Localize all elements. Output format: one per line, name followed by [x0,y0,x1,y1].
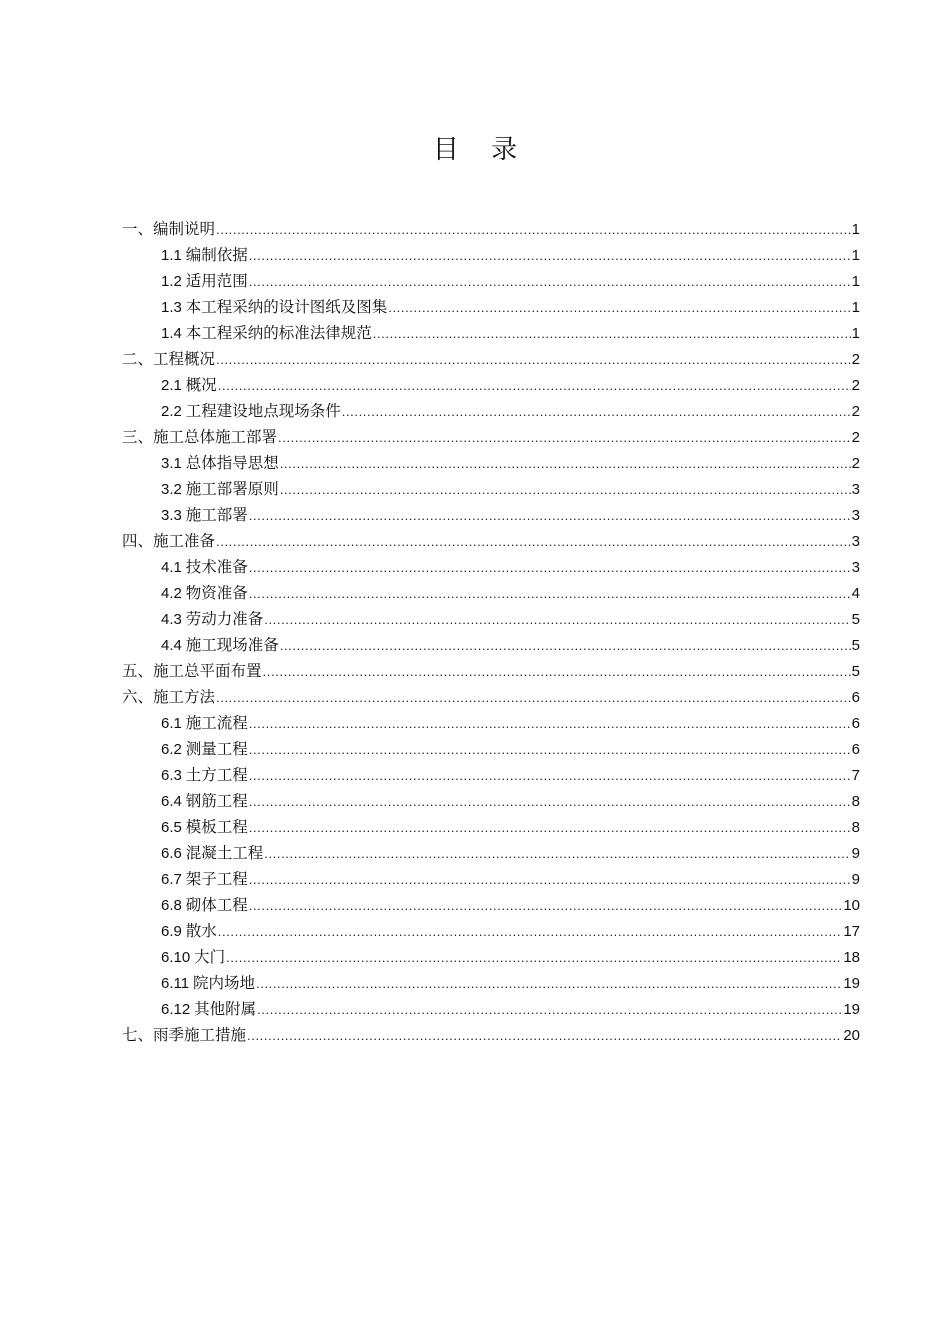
dot-leader [218,373,851,399]
dot-leader [249,269,851,295]
toc-page-number: 9 [851,845,860,862]
dot-leader [264,607,850,633]
toc-entry-text: 六、施工方法 [122,689,216,706]
dot-leader [216,217,851,243]
toc-entry-label [122,217,215,243]
toc-entry-text: 物资准备 [185,585,248,602]
toc-section-entry[interactable] [122,997,860,1023]
toc-section-entry[interactable] [122,893,860,919]
toc-entry-label [161,763,248,789]
toc-entry-text: 院内场地 [192,975,255,992]
toc-section-number: 1.4 [161,325,182,342]
toc-page-number: 3 [851,559,860,576]
toc-section-number: 2.1 [161,377,182,394]
toc-entry-label [161,919,217,945]
toc-page-number: 19 [843,1001,860,1018]
toc-entry-text: 施工流程 [185,715,248,732]
toc-section-number: 4.3 [161,611,182,628]
toc-page-number: 5 [851,637,860,654]
toc-entry-text: 七、雨季施工措施 [122,1027,247,1044]
dot-leader [249,815,851,841]
dot-leader [280,633,851,659]
toc-section-entry[interactable] [122,919,860,945]
toc-entry-label [122,659,262,685]
dot-leader [249,867,851,893]
toc-entry-text: 本工程采纳的设计图纸及图集 [185,299,388,316]
toc-chapter-entry[interactable] [122,685,860,711]
toc-entry-label [161,971,255,997]
toc-entry-label [161,321,372,347]
dot-leader [373,321,851,347]
toc-page-number: 5 [851,611,860,628]
toc-page-number: 20 [843,1027,860,1044]
toc-chapter-entry[interactable] [122,425,860,451]
toc-entry-label [161,607,263,633]
toc-page-number: 18 [843,949,860,966]
toc-section-number: 3.2 [161,481,182,498]
toc-entry-text: 二、工程概况 [122,351,216,368]
toc-entry-label [161,711,248,737]
toc-entry-text: 施工部署 [185,507,248,524]
toc-section-entry[interactable] [122,399,860,425]
toc-entry-text: 土方工程 [185,767,248,784]
toc-section-entry[interactable] [122,555,860,581]
toc-entry-label [122,1023,246,1049]
toc-entry-text: 大门 [194,949,226,966]
toc-section-entry[interactable] [122,711,860,737]
toc-entry-text: 架子工程 [185,871,248,888]
toc-page-number: 2 [851,351,860,368]
toc-section-entry[interactable] [122,945,860,971]
toc-entry-label [161,399,341,425]
dot-leader [249,711,851,737]
toc-chapter-entry[interactable] [122,347,860,373]
toc-section-entry[interactable] [122,373,860,399]
dot-leader [388,295,850,321]
toc-entry-text: 三、施工总体施工部署 [122,429,278,446]
toc-section-entry[interactable] [122,477,860,503]
toc-section-number: 6.10 [161,949,191,966]
toc-page-number: 7 [851,767,860,784]
toc-page-number: 6 [851,741,860,758]
toc-section-entry[interactable] [122,295,860,321]
toc-page-number: 8 [851,819,860,836]
toc-entry-text: 概况 [185,377,217,394]
toc-entry-label [161,867,248,893]
toc-entry-label [161,893,248,919]
toc-chapter-entry[interactable] [122,1023,860,1049]
toc-entry-text: 技术准备 [185,559,248,576]
toc-entry-label [161,269,248,295]
table-of-contents [122,217,860,1049]
toc-page-number: 1 [851,273,860,290]
toc-entry-text: 测量工程 [185,741,248,758]
dot-leader [257,997,842,1023]
dot-leader [278,425,851,451]
toc-section-entry[interactable] [122,815,860,841]
toc-section-number: 4.2 [161,585,182,602]
toc-page-number: 9 [851,871,860,888]
dot-leader [216,685,851,711]
toc-entry-label [161,373,217,399]
toc-page-number: 17 [843,923,860,940]
toc-entry-label [161,815,248,841]
toc-chapter-entry[interactable] [122,529,860,555]
toc-section-entry[interactable] [122,503,860,529]
toc-page-number: 8 [851,793,860,810]
toc-page-number: 2 [851,455,860,472]
toc-entry-label [161,841,263,867]
toc-page-number: 6 [851,689,860,706]
dot-leader [249,581,851,607]
toc-chapter-entry[interactable] [122,659,860,685]
toc-entry-label [161,581,248,607]
toc-page-number: 4 [851,585,860,602]
toc-page-number: 5 [851,663,860,680]
toc-page-number: 1 [851,221,860,238]
toc-section-number: 3.3 [161,507,182,524]
toc-section-entry[interactable] [122,763,860,789]
toc-entry-text: 施工部署原则 [185,481,279,498]
toc-entry-label [161,737,248,763]
toc-page-number: 1 [851,299,860,316]
toc-entry-text: 模板工程 [185,819,248,836]
toc-entry-text: 砌体工程 [185,897,248,914]
toc-section-number: 6.5 [161,819,182,836]
toc-page-number: 6 [851,715,860,732]
toc-section-number: 1.1 [161,247,182,264]
toc-section-entry[interactable] [122,789,860,815]
toc-section-number: 6.11 [161,975,190,992]
toc-entry-text: 散水 [185,923,217,940]
toc-section-number: 6.4 [161,793,182,810]
dot-leader [249,503,851,529]
toc-section-number: 6.6 [161,845,182,862]
toc-page-number: 2 [851,377,860,394]
dot-leader [263,659,851,685]
toc-section-entry[interactable] [122,867,860,893]
toc-section-number: 1.3 [161,299,182,316]
toc-section-number: 6.3 [161,767,182,784]
toc-page-number: 10 [843,897,860,914]
toc-page-number: 2 [851,429,860,446]
dot-leader [216,347,851,373]
toc-section-number: 6.2 [161,741,182,758]
dot-leader [249,893,843,919]
toc-entry-label [122,425,277,451]
toc-section-number: 4.1 [161,559,182,576]
dot-leader [216,529,851,555]
toc-section-number: 6.12 [161,1001,191,1018]
toc-section-entry[interactable] [122,841,860,867]
dot-leader [280,451,851,477]
toc-entry-label [161,503,248,529]
toc-page-number: 19 [843,975,860,992]
toc-section-entry[interactable] [122,269,860,295]
dot-leader [264,841,850,867]
toc-entry-label [161,997,256,1023]
dot-leader [249,243,851,269]
toc-entry-label [161,555,248,581]
dot-leader [342,399,851,425]
toc-entry-text: 四、施工准备 [122,533,216,550]
toc-section-entry[interactable] [122,451,860,477]
toc-section-entry[interactable] [122,321,860,347]
toc-section-entry[interactable] [122,607,860,633]
toc-entry-label [161,789,248,815]
toc-entry-label [161,243,248,269]
dot-leader [218,919,843,945]
page-title: 目 录 [432,135,530,165]
toc-entry-text: 总体指导思想 [185,455,279,472]
toc-entry-text: 钢筋工程 [185,793,248,810]
toc-entry-text: 适用范围 [185,273,248,290]
dot-leader [226,945,842,971]
toc-entry-label [161,451,279,477]
toc-chapter-entry[interactable] [122,217,860,243]
dot-leader [249,789,851,815]
toc-entry-text: 其他附属 [194,1001,257,1018]
toc-section-entry[interactable] [122,971,860,997]
toc-entry-text: 混凝土工程 [185,845,264,862]
toc-entry-text: 一、编制说明 [122,221,216,238]
toc-section-entry[interactable] [122,581,860,607]
toc-page-number: 3 [851,533,860,550]
toc-page-number: 2 [851,403,860,420]
dot-leader [280,477,851,503]
dot-leader [247,1023,842,1049]
toc-section-entry[interactable] [122,633,860,659]
toc-section-number: 2.2 [161,403,182,420]
toc-section-number: 3.1 [161,455,182,472]
dot-leader [249,555,851,581]
toc-section-entry[interactable] [122,737,860,763]
toc-entry-text: 工程建设地点现场条件 [185,403,341,420]
dot-leader [249,737,851,763]
toc-page-number: 3 [851,507,860,524]
toc-section-number: 4.4 [161,637,182,654]
toc-entry-text: 施工现场准备 [185,637,279,654]
toc-entry-label [122,685,215,711]
toc-page-number: 3 [851,481,860,498]
toc-section-entry[interactable] [122,243,860,269]
toc-entry-text: 本工程采纳的标准法律规范 [185,325,372,342]
toc-entry-label [122,347,215,373]
toc-entry-label [161,477,279,503]
toc-entry-label [122,529,215,555]
dot-leader [249,763,851,789]
dot-leader [256,971,842,997]
toc-entry-text: 编制依据 [185,247,248,264]
toc-entry-label [161,945,225,971]
toc-section-number: 6.1 [161,715,182,732]
toc-section-number: 6.9 [161,923,182,940]
toc-entry-text: 劳动力准备 [185,611,264,628]
toc-entry-label [161,633,279,659]
toc-section-number: 1.2 [161,273,182,290]
toc-section-number: 6.8 [161,897,182,914]
toc-page-number: 1 [851,325,860,342]
toc-section-number: 6.7 [161,871,182,888]
toc-page-number: 1 [851,247,860,264]
toc-entry-text: 五、施工总平面布置 [122,663,262,680]
toc-entry-label [161,295,387,321]
